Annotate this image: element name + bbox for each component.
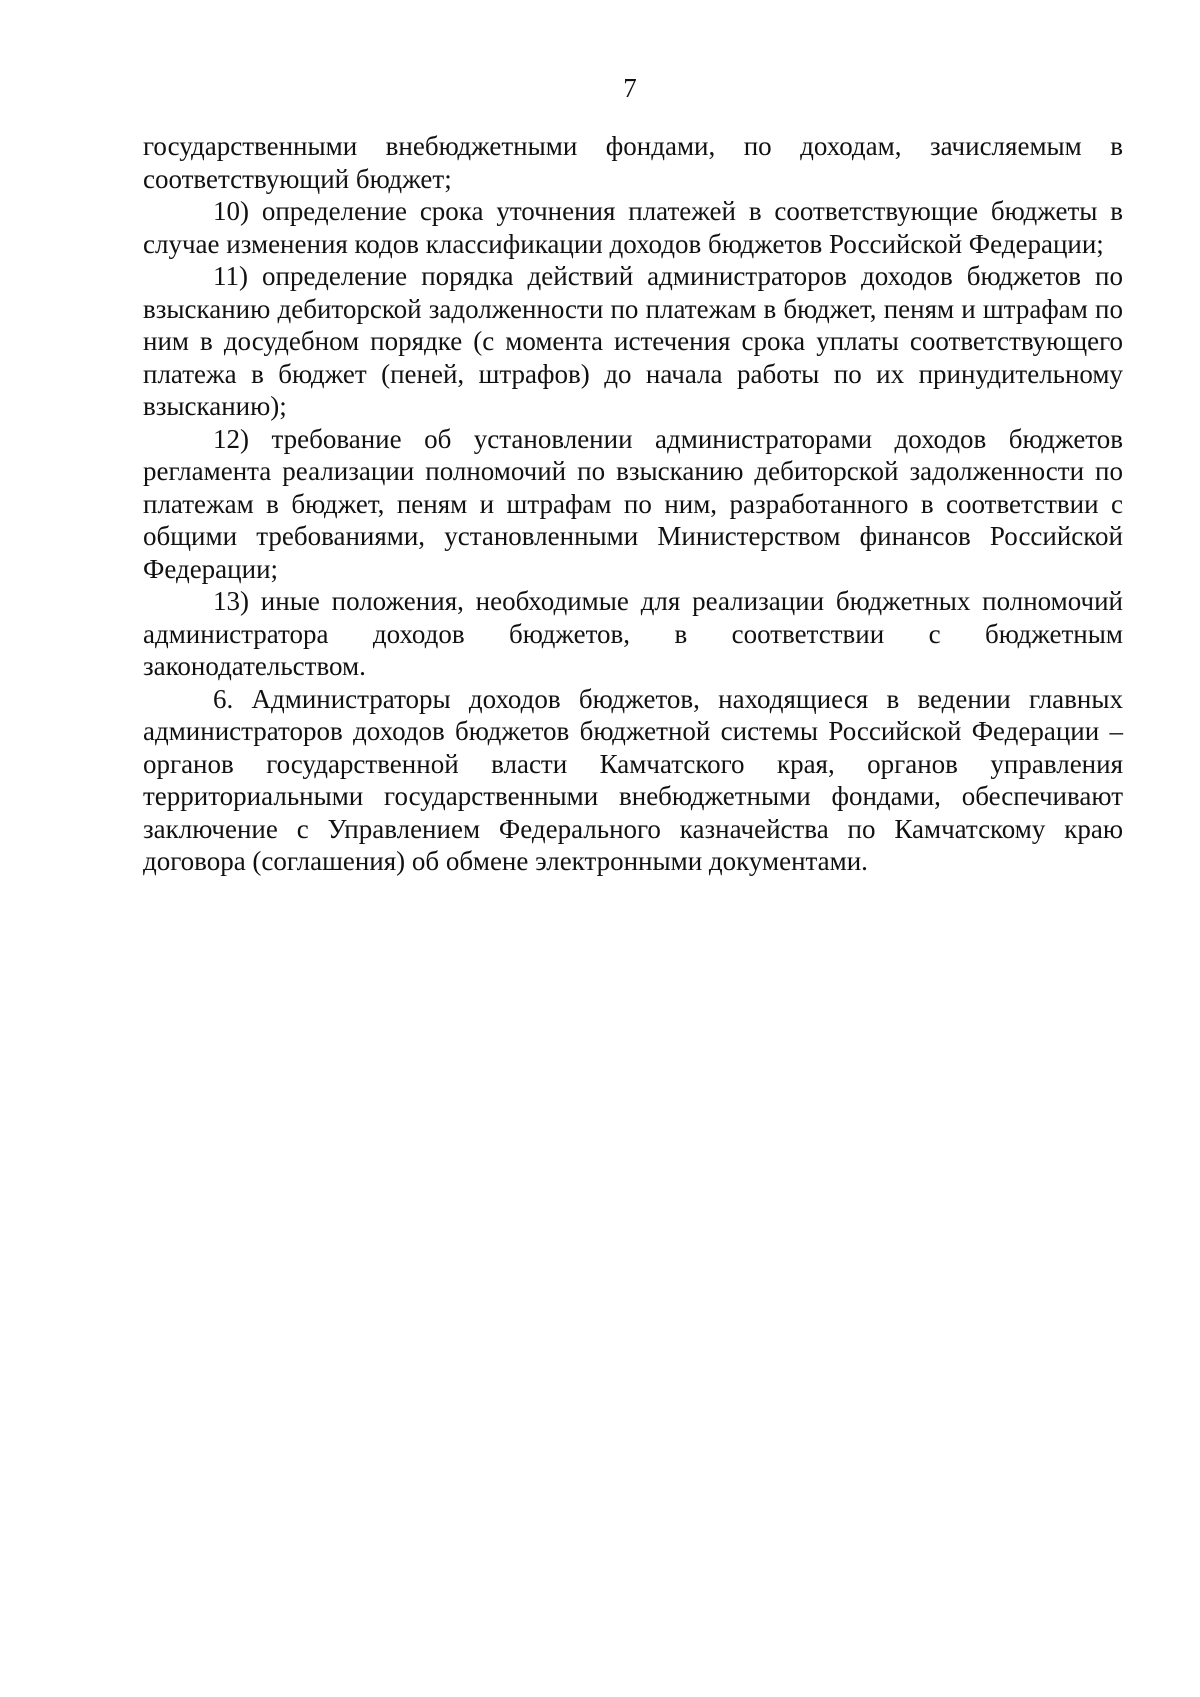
paragraph-continuation: государственными внебюджетными фондами, по доходам, зачисляемым в соответствующий бюджет; [143, 131, 1123, 194]
list-item-11: 11) определение порядка действий администраторов доходов бюджетов по взысканию дебиторской задолженности по платежам в бюджет, пеням и штрафам по ним в досудебном порядке (с момента истечения срока уплаты соответствующего платежа в бюджет (пеней, штрафов) до начала работы по их принудительному взысканию); [143, 261, 1123, 421]
document-body [143, 130, 1123, 878]
list-item-10: 10) определение срока уточнения платежей в соответствующие бюджеты в случае изменения кодов классификации доходов бюджетов Российской Федерации; [143, 196, 1123, 259]
page-number: 7 [623, 73, 637, 103]
section-6-paragraph: 6. Администраторы доходов бюджетов, находящиеся в ведении главных администраторов доходов бюджетов бюджетной системы Российской Федерации – органов государственной власти Камчатского края, органов управления территориальными государственными внебюджетными фондами, обеспечивают заключение с Управлением Федерального казначейства по Камчатскому краю договора (соглашения) об обмене электронными документами. [143, 683, 1123, 876]
list-item-13: 13) иные положения, необходимые для реализации бюджетных полномочий администратора доходов бюджетов, в соответствии с бюджетным законодательством. [143, 586, 1123, 681]
list-item-12: 12) требование об установлении администраторами доходов бюджетов регламента реализации полномочий по взысканию дебиторской задолженности по платежам в бюджет, пеням и штрафам по ним, разработанного в соответствии с общими требованиями, установленными Министерством финансов Российской Федерации; [143, 423, 1123, 584]
